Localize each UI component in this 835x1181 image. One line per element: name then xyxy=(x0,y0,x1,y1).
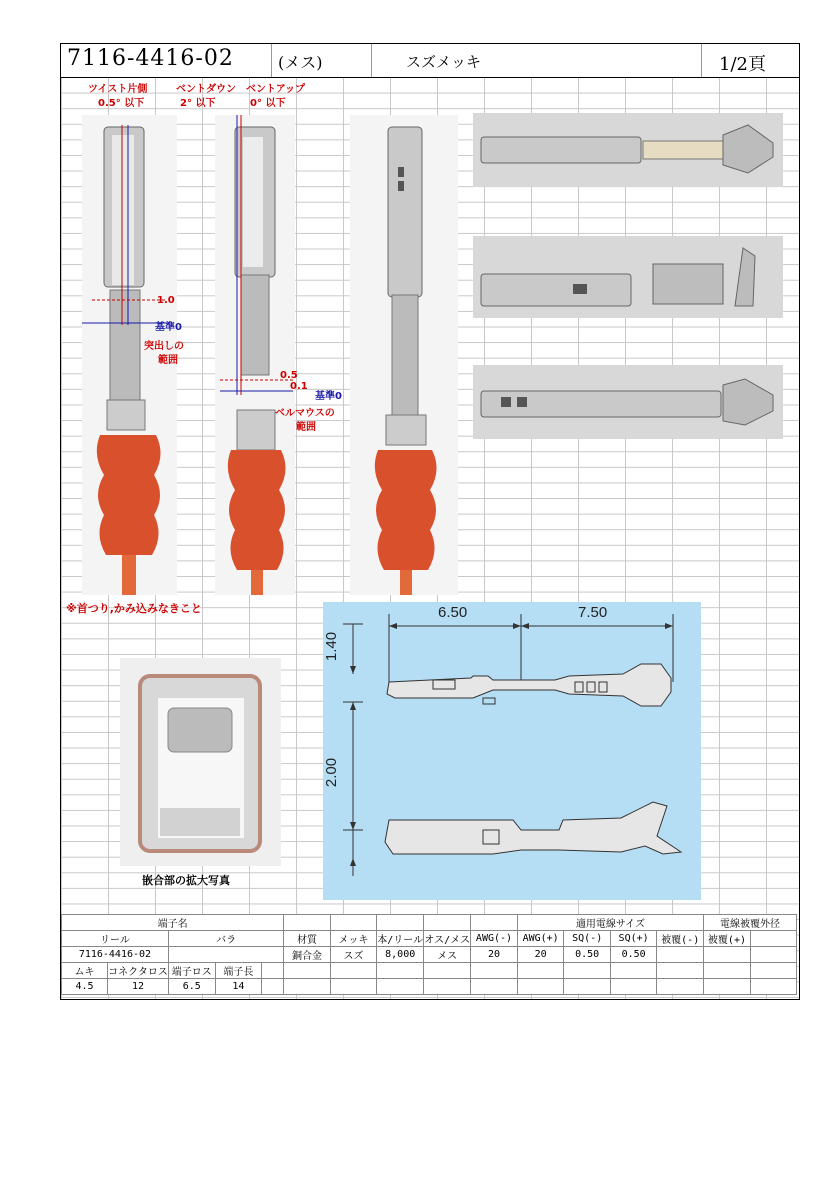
dim-140: 1.40 xyxy=(323,631,341,662)
reel-header: リール xyxy=(62,931,169,947)
terminal-photo-front xyxy=(350,115,458,595)
insulation-header: 電線被覆外径 xyxy=(704,915,797,931)
header-bar xyxy=(61,44,799,78)
ins-min-header: 被覆(-) xyxy=(657,931,704,947)
loose-header: バラ xyxy=(168,931,283,947)
awg-max-header: AWG(+) xyxy=(517,931,564,947)
terminal-loss-header: 端子ロス xyxy=(168,963,215,979)
dimension-drawing xyxy=(323,602,701,900)
dim-200: 2.00 xyxy=(323,757,341,788)
strip-value: 4.5 xyxy=(62,979,108,995)
spec-table xyxy=(61,914,797,995)
terminal-photo-bend xyxy=(215,115,295,595)
terminal-length-value: 14 xyxy=(215,979,261,995)
connector-lock-header: コネクタロス xyxy=(108,963,169,979)
terminal-name-header: 端子名 xyxy=(62,915,284,931)
sq-min-header: SQ(-) xyxy=(564,931,610,947)
material-value: 銅合金 xyxy=(284,947,330,963)
gender-label: (メス) xyxy=(278,53,323,72)
closeup-caption: 嵌合部の拡大写真 xyxy=(142,874,230,887)
dim-0-5: 0.5 xyxy=(280,370,298,381)
part-number: 7116-4416-02 xyxy=(67,46,234,71)
bellmouth-range-1: ベルマウスの xyxy=(275,408,335,419)
bellmouth-range-2: 範囲 xyxy=(296,422,316,433)
plating-value: スズ xyxy=(330,947,376,963)
twist-value: 0.5° 以下 xyxy=(98,98,145,109)
connector-lock-value: 12 xyxy=(108,979,169,995)
ins-max-header: 被覆(+) xyxy=(704,931,751,947)
protrusion-range-2: 範囲 xyxy=(158,355,178,366)
gender-header: オス/メス xyxy=(424,931,471,947)
note-no-pinch: ※首つり,かみ込みなきこと xyxy=(66,602,202,615)
ref-zero-2: 基準0 xyxy=(315,391,342,402)
dim-1-0: 1.0 xyxy=(157,295,175,306)
sq-min-value: 0.50 xyxy=(564,947,610,963)
terminal-photo-side-bottom xyxy=(473,365,783,439)
bend-down-title: ベントダウン xyxy=(176,84,236,95)
dim-750: 7.50 xyxy=(578,604,608,621)
wire-size-header: 適用電線サイズ xyxy=(517,915,703,931)
terminal-loss-value: 6.5 xyxy=(168,979,215,995)
bend-up-title: ベントアップ xyxy=(246,84,305,95)
mating-closeup-photo xyxy=(120,658,281,866)
strip-header: ムキ xyxy=(62,963,108,979)
reel-value: 7116-4416-02 xyxy=(62,947,169,963)
twist-title: ツイスト片側 xyxy=(88,84,148,95)
terminal-length-header: 端子長 xyxy=(215,963,261,979)
ref-zero-1: 基準0 xyxy=(155,322,182,333)
bend-down-value: 2° 以下 xyxy=(180,98,216,109)
gender-value: メス xyxy=(424,947,471,963)
plating-header: メッキ xyxy=(330,931,376,947)
per-reel-value: 8,000 xyxy=(377,947,424,963)
sq-max-header: SQ(+) xyxy=(610,931,656,947)
awg-min-header: AWG(-) xyxy=(471,931,518,947)
terminal-photo-side-mid xyxy=(473,236,783,318)
terminal-photo-side-top xyxy=(473,113,783,187)
sq-max-value: 0.50 xyxy=(610,947,656,963)
per-reel-header: 本/リール xyxy=(377,931,424,947)
material-header: 材質 xyxy=(284,931,330,947)
plating-label: スズメッキ xyxy=(406,53,482,71)
dim-650: 6.50 xyxy=(438,604,468,621)
awg-max-value: 20 xyxy=(517,947,564,963)
awg-min-value: 20 xyxy=(471,947,518,963)
bend-up-value: 0° 以下 xyxy=(250,98,286,109)
protrusion-range-1: 突出しの xyxy=(144,341,184,352)
dim-0-1: 0.1 xyxy=(290,381,308,392)
page-number: 1/2頁 xyxy=(719,54,766,75)
